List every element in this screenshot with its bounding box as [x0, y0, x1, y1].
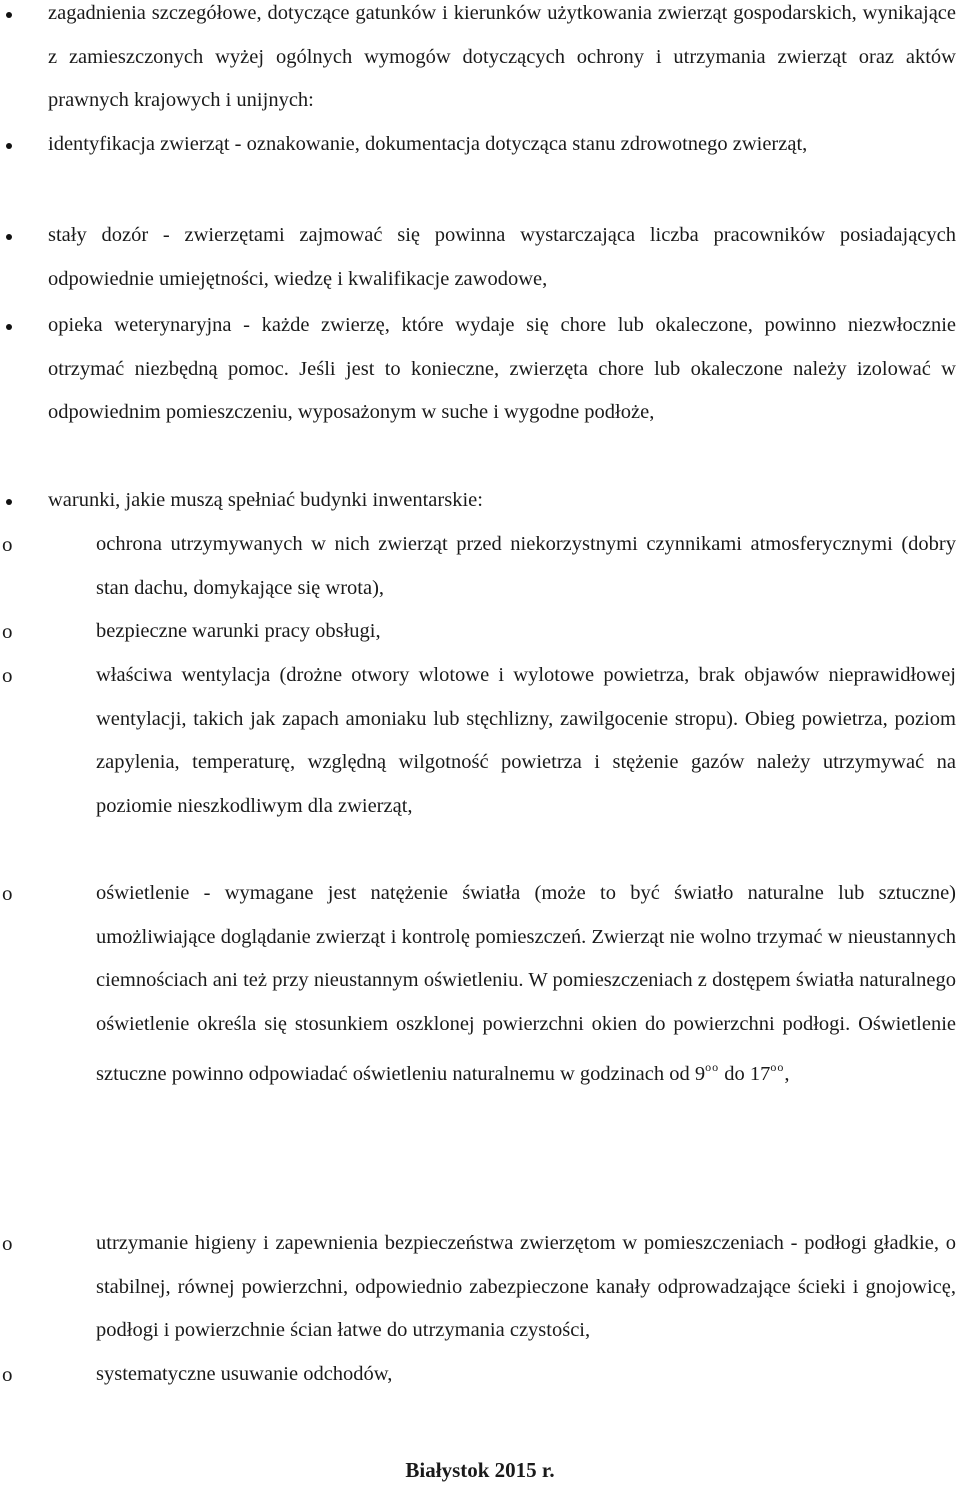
footer-text: Białystok 2015 r. [405, 1458, 555, 1482]
bullet-icon [6, 234, 12, 240]
list-item-text: właściwa wentylacja (drożne otwory wlotowe i wylotowe powietrza, brak objawów nieprawidłowej wentylacji, takich jak zapach amoniaku lub stęchlizny, zawilgocenie stropu). Obieg powietrza, poziom zapylenia, temperaturę, względną wilgotność powietrza i stężenie gazów należy utrzymywać na poziomie nieszkodliwym dla zwierząt, [96, 664, 956, 817]
bullet-icon [6, 12, 12, 18]
bullet-icon [6, 499, 12, 505]
list-item-text: stały dozór - zwierzętami zajmować się powinna wystarczająca liczba pracowników posiadających odpowiednie umiejętności, wiedzę i kwalifikacje zawodowe, [48, 224, 956, 290]
list-item-text: opieka weterynaryjna - każde zwierzę, które wydaje się chore lub okaleczone, powinno niezwłocznie otrzymać niezbędną pomoc. Jeśli jest to konieczne, zwierzęta chore lub okaleczone należy izolować w odpowiednim pomieszczeniu, wyposażonym w suche i wygodne podłoże, [48, 314, 956, 423]
list-item-text: ochrona utrzymywanych w nich zwierząt przed niekorzystnymi czynnikami atmosferycznymi (dobry stan dachu, domykające się wrota), [96, 533, 956, 599]
list-item-text: utrzymanie higieny i zapewnienia bezpieczeństwa zwierzętom w pomieszczeniach - podłogi gładkie, o stabilnej, równej powierzchni, odpowiednio zabezpieczone kanały odprowadzające ścieki i gnojowicę, podłogi i powierzchnie ścian łatwe do utrzymania czystości, [96, 1232, 956, 1341]
sub-bullet-icon: o [2, 619, 13, 643]
bullet-icon [6, 324, 12, 330]
list-item-text-main: oświetlenie - wymagane jest natężenie światła (może to być światło naturalne lub sztuczne) umożliwiające doglądanie zwierząt i kontrolę pomieszczeń. Zwierząt nie wolno trzymać w nieustannych ciemnościach ani też przy nieustannym oświetleniu. W pomieszczeniach z dostępem światła naturalnego oświetlenie określa się stosunkiem oszklonej powierzchni okien do powierzchni podłogi. Oświetlenie sztuczne powinno odpowiadać oświetleniu naturalnemu w godzinach od 9 [96, 882, 956, 1085]
list-item-text: warunki, jakie muszą spełniać budynki inwentarskie: [48, 489, 483, 511]
bullet-icon [6, 143, 12, 149]
superscript: oo [705, 1060, 720, 1074]
sub-bullet-icon: o [2, 532, 13, 556]
superscript: oo [770, 1060, 785, 1074]
sub-bullet-icon: o [2, 663, 13, 687]
sub-bullet-icon: o [2, 881, 13, 905]
list-item-text: bezpieczne warunki pracy obsługi, [96, 620, 381, 642]
sub-bullet-icon: o [2, 1362, 13, 1386]
list-item-text: systematyczne usuwanie odchodów, [96, 1363, 393, 1385]
list-item-text: identyfikacja zwierząt - oznakowanie, dokumentacja dotycząca stanu zdrowotnego zwierząt, [48, 133, 808, 155]
list-item-text-end: , [784, 1063, 790, 1085]
list-item-text: zagadnienia szczegółowe, dotyczące gatunków i kierunków użytkowania zwierząt gospodarskich, wynikające z zamieszczonych wyżej ogólnych wymogów dotyczących ochrony i utrzymania zwierząt oraz aktów prawnych krajowych i unijnych: [48, 2, 956, 111]
sub-bullet-icon: o [2, 1231, 13, 1255]
list-item-text [96, 872, 956, 1097]
list-item-text-cont: do 17 [719, 1063, 771, 1085]
